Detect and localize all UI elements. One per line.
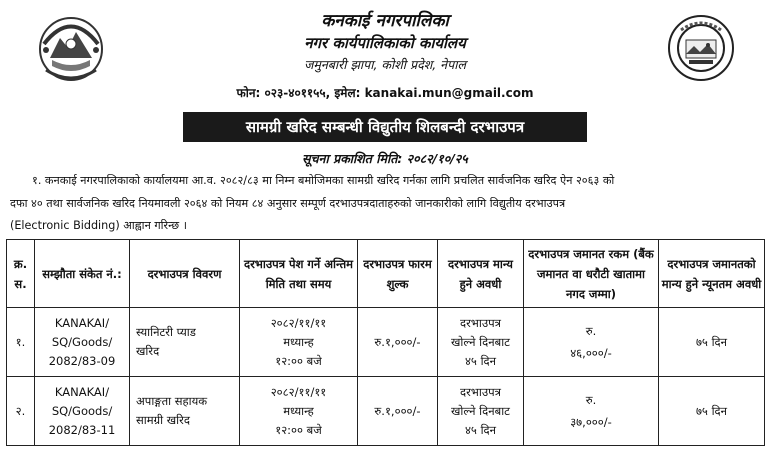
publish-date: सूचना प्रकाशित मिति: २०८२/१०/२५: [302, 151, 468, 166]
header-description: दरभाउपत्र विवरण: [130, 240, 240, 308]
row-sn: १.: [7, 308, 35, 377]
header-deadline: दरभाउपत्र पेश गर्ने अन्तिम मिति तथा समय: [240, 240, 358, 308]
bid-table: [6, 239, 765, 446]
row-code: KANAKAI/ SQ/Goods/ 2082/83-11: [35, 377, 130, 446]
table-row: [7, 377, 765, 446]
notice-title: सामग्री खरिद सम्बन्धी विद्युतीय शिलबन्दी दरभाउपत्र: [183, 112, 587, 142]
row-sn: २.: [7, 377, 35, 446]
row-validity: दरभाउपत्र खोल्ने दिनबाट ४५ दिन: [438, 377, 524, 446]
header-code: सम्झौता संकेत नं.:: [35, 240, 130, 308]
row-security: रु. ३७,०००/-: [524, 377, 659, 446]
row-deadline: २०८२/११/११ मध्यान्ह १२:०० बजे: [240, 377, 358, 446]
row-security-validity: ७५ दिन: [659, 308, 765, 377]
header-security-validity: दरभाउपत्र जमानतको मान्य हुने न्यूनतम अवधी: [659, 240, 765, 308]
paragraph-line: (Electronic Bidding) आह्वान गरिन्छ ।: [10, 219, 187, 232]
row-fee: रु.१,०००/-: [358, 377, 438, 446]
municipality-name: कनकाई नगरपालिका: [321, 11, 449, 31]
paragraph-line: दफा ४० तथा सार्वजनिक खरिद नियमावली २०६४ को नियम ८४ अनुसार सम्पूर्ण दरभाउपत्रदाताहरुको जानकारीको लागि विद्युतीय दरभाउपत्र: [10, 196, 566, 210]
nepal-emblem-icon: [36, 14, 106, 84]
row-fee: रु.१,०००/-: [358, 308, 438, 377]
row-security: रु. ४६,०००/-: [524, 308, 659, 377]
row-validity: दरभाउपत्र खोल्ने दिनबाट ४५ दिन: [438, 308, 524, 377]
paragraph-line: १. कनकाई नगरपालिकाको कार्यालयमा आ.व. २०८२/८३ मा निम्न बमोजिमका सामग्री खरिद गर्नका लागि प्रचलित सार्वजनिक खरिद ऐन २०६३ को: [32, 174, 615, 187]
header-sn: क्र. स.: [7, 240, 35, 308]
header-fee: दरभाउपत्र फारम शुल्क: [358, 240, 438, 308]
table-header-row: [7, 240, 765, 308]
row-deadline: २०८२/११/११ मध्यान्ह १२:०० बजे: [240, 308, 358, 377]
notice-paragraph: [10, 170, 762, 238]
header-validity: दरभाउपत्र मान्य हुने अवधी: [438, 240, 524, 308]
address: जमुनबारी झापा, कोशी प्रदेश, नेपाल: [304, 57, 466, 72]
row-description: अपाङ्गता सहायक सामग्री खरिद: [130, 377, 240, 446]
header-security: दरभाउपत्र जमानत रकम (बैंक जमानत वा धरौटी खातामा नगद जम्मा): [524, 240, 659, 308]
contact-info: फोन: ०२३-४०११५५, इमेल: kanakai.mun@gmail.com: [236, 86, 534, 100]
office-name: नगर कार्यपालिकाको कार्यालय: [304, 34, 466, 52]
table-row: [7, 308, 765, 377]
kanakai-municipality-seal-icon: [667, 14, 735, 82]
row-code: KANAKAI/ SQ/Goods/ 2082/83-09: [35, 308, 130, 377]
row-description: स्यानिटरी प्याड खरिद: [130, 308, 240, 377]
row-security-validity: ७५ दिन: [659, 377, 765, 446]
